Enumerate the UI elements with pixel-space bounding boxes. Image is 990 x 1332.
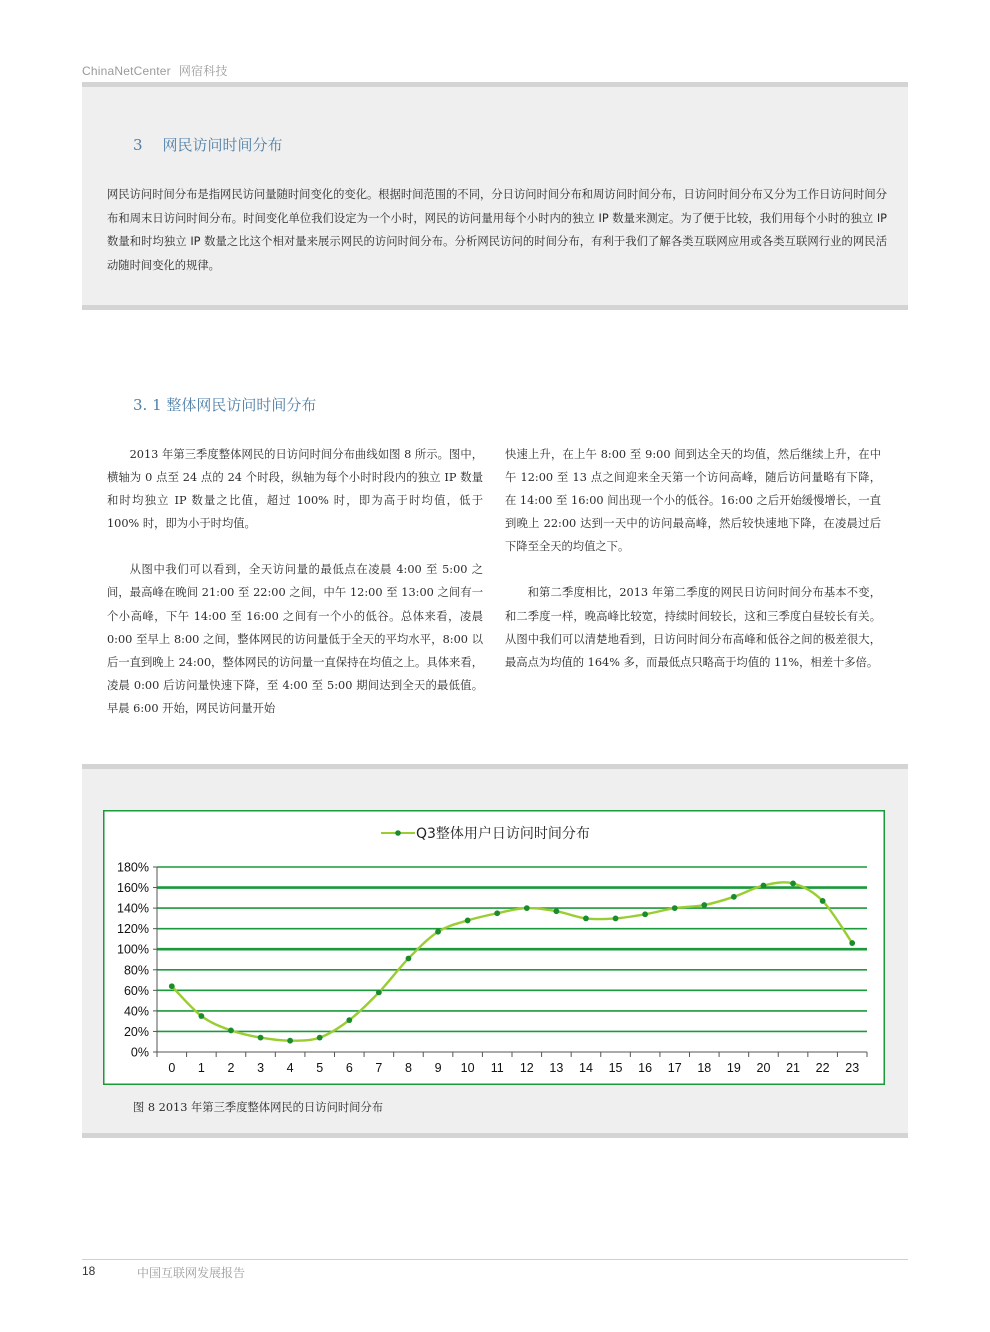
paragraph: 快速上升，在上午 8:00 至 9:00 间到达全天的均值，然后继续上升，在中午 12:00 至 13 点之间迎来全天第一个访问高峰，随后访问量略有下降，在 14:00 至 16:00 间出现一个小的低谷。16:00 之后开始缓慢增长，一直到晚上 22:00 达到一天中的访问最高峰，然后较快速地下降，在凌晨过后下降至全天的均值之下。: [505, 448, 881, 554]
paragraph: 从图中我们可以看到，全天访问量的最低点在凌晨 4:00 至 5:00 之间，最高峰在晚间 21:00 至 22:00 之间，中午 12:00 至 13:00 之间有一个小高峰，下午 14:00 至 16:00 之间有一个小的低谷。总体来看，凌晨 0:00 至早上 8:00 之间，整体网民的访问量低于全天的平均水平，8:00 以后一直到晚上 24:00，整体网民的访问量一直保持在均值之上。具体来看，凌晨 0:00 后访问量快速下降，至 4:00 至 5:00 期间达到全天的最低值。早晨 6:00 开始，网民访问量开始: [107, 563, 483, 715]
footer-title: 中国互联网发展报告: [137, 1266, 246, 1280]
data-point: [672, 905, 678, 911]
y-tick-label: 60%: [123, 983, 149, 998]
x-tick-label: 20: [756, 1061, 771, 1075]
data-point: [849, 940, 855, 946]
intro-box-bottom-rule: [82, 305, 908, 310]
x-tick-label: 11: [490, 1061, 504, 1075]
intro-paragraph: [107, 183, 887, 277]
data-point: [465, 918, 471, 924]
x-tick-label: 5: [316, 1061, 324, 1075]
data-point: [317, 1035, 323, 1041]
figure-caption: 图 8 2013 年第三季度整体网民的日访问时间分布: [133, 1101, 384, 1114]
x-tick-label: 8: [404, 1061, 412, 1075]
x-tick-label: 13: [549, 1061, 564, 1075]
x-tick-label: 14: [579, 1061, 593, 1075]
x-tick-label: 18: [697, 1061, 712, 1075]
section-number: 3: [133, 136, 143, 154]
data-point: [820, 898, 826, 904]
data-point: [731, 894, 737, 900]
y-tick-label: 160%: [117, 881, 149, 896]
body-column-left: [107, 443, 483, 720]
data-point: [287, 1038, 293, 1044]
section-title: [133, 134, 283, 155]
intro-text: 网民访问时间分布是指网民访问量随时间变化的变化。根据时间范围的不同，分日访问时间分布和周访问时间分布，日访问时间分布又分为工作日访问时间分布和周末日访问时间分布。时间变化单位我们设定为一个小时，网民的访问量用每个小时内的独立 IP 数量来测定。为了便于比较，我们用每个小时的独立 IP 数量和时均独立 IP 数量之比这个相对量来展示网民的访问时间分布。分析网民访问的时间分布，有利于我们了解各类互联网应用或各类互联网行业的网民活动随时间变化的规律。: [107, 188, 887, 272]
brand-en: ChinaNetCenter: [82, 64, 171, 78]
chart-area: [104, 811, 885, 1085]
x-tick-label: 21: [786, 1061, 800, 1075]
section-title-text: 网民访问时间分布: [162, 136, 283, 154]
data-point: [583, 915, 589, 921]
x-tick-label: 19: [726, 1061, 741, 1075]
x-tick-label: 2: [227, 1061, 235, 1075]
data-point: [701, 902, 707, 908]
x-tick-label: 12: [519, 1061, 534, 1075]
x-tick-label: 7: [375, 1061, 383, 1075]
y-tick-label: 80%: [123, 963, 149, 978]
data-point: [435, 929, 441, 935]
data-point: [494, 910, 500, 916]
data-point: [258, 1035, 264, 1041]
data-point: [761, 883, 767, 889]
x-tick-label: 10: [460, 1061, 475, 1075]
paragraph: 2013 年第三季度整体网民的日访问时间分布曲线如图 8 所示。图中，横轴为 0 点至 24 点的 24 个时段，纵轴为每个小时时段内的独立 IP 数量和时均独立 IP 数量之比值，超过 100% 时，即为高于时均值，低于 100% 时，即为小于时均值。: [107, 448, 483, 531]
x-tick-label: 22: [815, 1061, 830, 1075]
figure-box-bottom-rule: [82, 1133, 908, 1138]
running-header: [82, 62, 228, 79]
data-point: [198, 1013, 204, 1019]
y-tick-label: 0%: [130, 1045, 149, 1060]
x-tick-label: 17: [667, 1061, 682, 1075]
data-point: [169, 983, 175, 989]
x-tick-label: 1: [197, 1061, 205, 1075]
x-tick-label: 16: [638, 1061, 653, 1075]
y-tick-label: 40%: [123, 1004, 149, 1019]
paragraph: 和第二季度相比，2013 年第二季度的网民日访问时间分布基本不变，和二季度一样，晚高峰比较宽，持续时间较长，这和三季度白昼较长有关。从图中我们可以清楚地看到，日访问时间分布高峰和低谷之间的极差很大，最高点为均值的 164% 多，而最低点只略高于均值的 11%，相差十多倍。: [505, 586, 881, 669]
data-point: [524, 905, 530, 911]
page-number: 18: [82, 1264, 96, 1278]
x-tick-label: 15: [608, 1061, 623, 1075]
y-tick-label: 120%: [117, 922, 149, 937]
y-tick-label: 100%: [117, 942, 149, 957]
x-tick-label: 6: [345, 1061, 353, 1075]
line-chart: [103, 810, 885, 1086]
brand-cn: 网宿科技: [178, 64, 228, 78]
data-point: [642, 911, 648, 917]
data-point: [553, 908, 559, 914]
data-point: [790, 881, 796, 887]
y-tick-label: 180%: [117, 860, 149, 875]
legend-marker: [395, 830, 401, 836]
data-point: [406, 956, 412, 962]
x-tick-label: 4: [286, 1061, 294, 1075]
data-point: [228, 1028, 234, 1034]
legend-label: Q3整体用户日访问时间分布: [416, 826, 590, 842]
y-tick-label: 140%: [117, 901, 149, 916]
data-point: [346, 1017, 352, 1023]
y-tick-label: 20%: [123, 1024, 149, 1039]
footer-rule: [82, 1259, 908, 1260]
data-point: [613, 915, 619, 921]
x-tick-label: 3: [257, 1061, 265, 1075]
data-point: [376, 989, 382, 995]
subsection-title: 3. 1 整体网民访问时间分布: [133, 396, 317, 414]
body-column-right: [505, 443, 881, 674]
x-tick-label: 23: [845, 1061, 860, 1075]
x-tick-label: 9: [434, 1061, 442, 1075]
x-tick-label: 0: [168, 1061, 176, 1075]
